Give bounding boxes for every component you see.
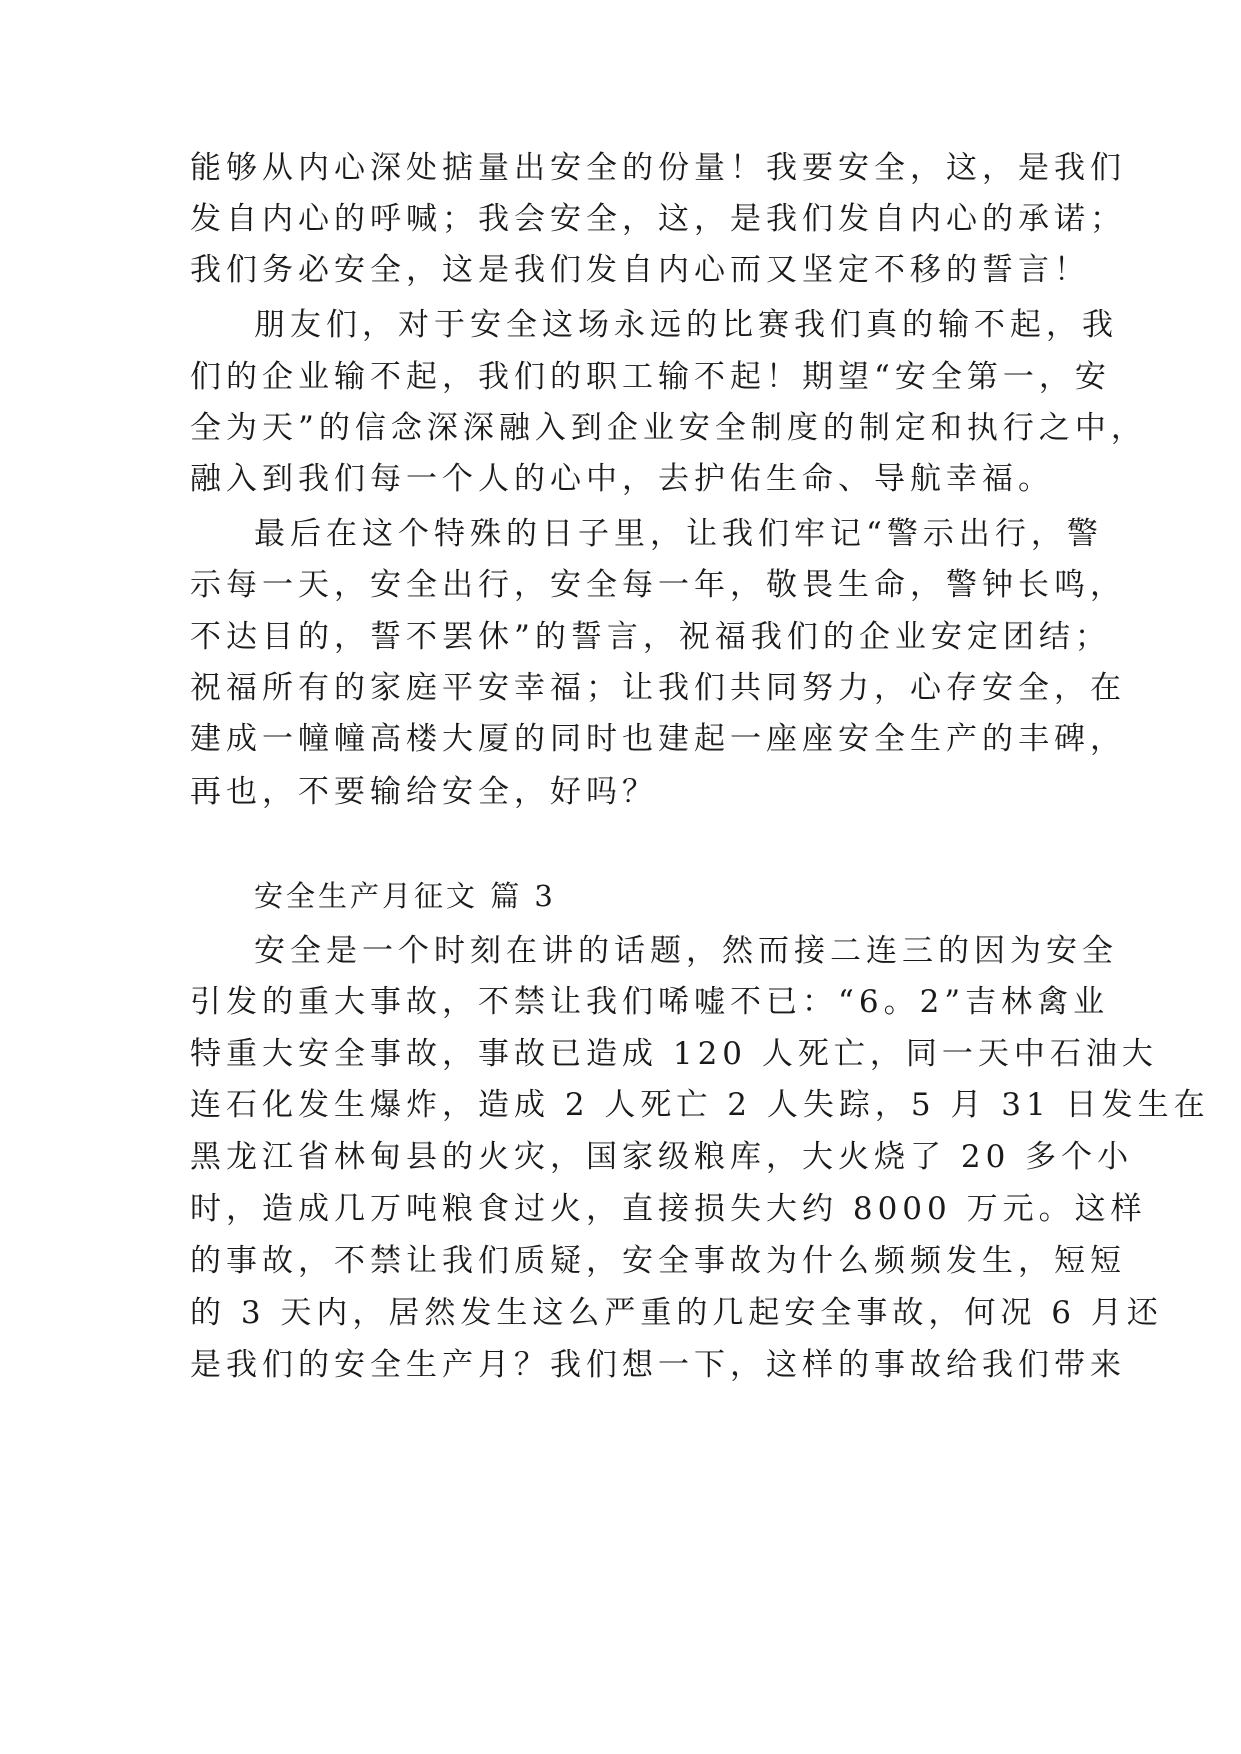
paragraph-line: 的 3 天内，居然发生这么严重的几起安全事故，何况 6 月还	[190, 1295, 1163, 1331]
paragraph-line: 特重大安全事故，事故已造成 120 人死亡，同一天中石油大	[190, 1036, 1158, 1072]
paragraph-line: 示每一天，安全出行，安全每一年，敬畏生命，警钟长鸣，	[190, 567, 1126, 603]
paragraph-line: 时，造成几万吨粮食过火，直接损失大约 8000 万元。这样	[190, 1191, 1147, 1227]
paragraph-line: 全为天”的信念深深融入到企业安全制度的制定和执行之中，	[190, 410, 1147, 446]
paragraph-line: 安全是一个时刻在讲的话题，然而接二连三的因为安全	[254, 933, 1118, 969]
paragraph-line: 建成一幢幢高楼大厦的同时也建起一座座安全生产的丰碑，	[190, 721, 1126, 757]
paragraph-line: 朋友们，对于安全这场永远的比赛我们真的输不起，我	[254, 307, 1118, 343]
paragraph-line: 祝福所有的家庭平安幸福；让我们共同努力，心存安全，在	[190, 670, 1126, 706]
section-heading: 安全生产月征文 篇 3	[254, 879, 556, 913]
paragraph-line: 是我们的安全生产月？我们想一下，这样的事故给我们带来	[190, 1347, 1126, 1383]
paragraph-line: 能够从内心深处掂量出安全的份量！我要安全，这，是我们	[190, 150, 1126, 186]
paragraph-line: 不达目的，誓不罢休”的誓言，祝福我们的企业安定团结；	[190, 619, 1111, 655]
paragraph-line: 连石化发生爆炸，造成 2 人死亡 2 人失踪，5 月 31 日发生在	[190, 1087, 1210, 1123]
paragraph-line: 们的企业输不起，我们的职工输不起！期望“安全第一，安	[190, 359, 1111, 395]
paragraph-line: 的事故，不禁让我们质疑，安全事故为什么频频发生，短短	[190, 1243, 1126, 1279]
paragraph-line: 最后在这个特殊的日子里，让我们牢记“警示出行，警	[254, 516, 1103, 552]
paragraph-line: 我们务必安全，这是我们发自内心而又坚定不移的誓言！	[190, 252, 1090, 288]
paragraph-line: 发自内心的呼喊；我会安全，这，是我们发自内心的承诺；	[190, 201, 1126, 237]
paragraph-line: 再也，不要输给安全，好吗？	[190, 774, 658, 810]
paragraph-line: 黑龙江省林甸县的火灾，国家级粮库，大火烧了 20 多个小	[190, 1139, 1134, 1175]
paragraph-line: 引发的重大事故，不禁让我们唏嘘不已：“6。2”吉林禽业	[190, 984, 1110, 1020]
paragraph-line: 融入到我们每一个人的心中，去护佑生命、导航幸福。	[190, 461, 1054, 497]
